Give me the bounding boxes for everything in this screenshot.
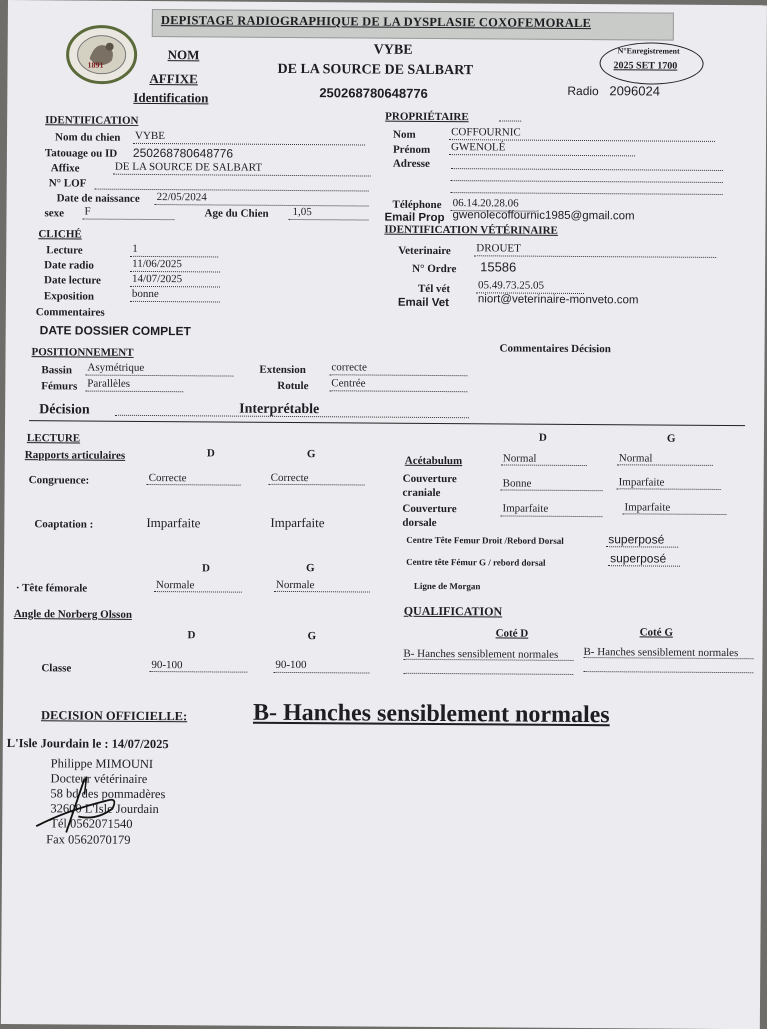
extension-line <box>329 374 467 376</box>
proprietaire-heading: PROPRIÉTAIRE <box>385 110 469 124</box>
cote-g-label: Coté G <box>639 626 673 639</box>
vet-stamp-title: Docteur vétérinaire <box>50 771 148 786</box>
registration-number: 2025 SET 1700 <box>613 60 678 72</box>
decision-label: Décision <box>39 402 90 418</box>
craniale-d-value: Bonne <box>502 477 532 490</box>
age-value: 1,05 <box>292 205 312 219</box>
decision-officielle-label: DECISION OFFICIELLE: <box>40 708 188 724</box>
vet-name-label: Veterinaire <box>398 244 451 258</box>
congruence-d-line <box>147 484 241 486</box>
chien-line <box>133 143 365 146</box>
registration-label: N°Enregistrement <box>617 46 680 56</box>
affixe-value: DE LA SOURCE DE SALBART <box>114 160 263 174</box>
date-dossier-label: DATE DOSSIER COMPLET <box>39 323 191 339</box>
decision-value: Interprétable <box>239 401 320 418</box>
sexe-value: F <box>84 205 91 218</box>
lieu-date: L'Isle Jourdain le : 14/07/2025 <box>6 736 169 752</box>
qualif-g-value: B- Hanches sensiblement normales <box>583 646 739 660</box>
document-sheet <box>1 0 767 1029</box>
couverture-craniale-label-2: craniale <box>402 486 441 500</box>
radio-label: Radio <box>567 83 599 99</box>
centre-gauche-label: Centre tête Fémur G / rebord dorsal <box>406 556 546 568</box>
acetabulum-d-line <box>501 464 587 466</box>
coaptation-label: Coaptation : <box>34 518 94 531</box>
chien-label: Nom du chien <box>55 131 121 144</box>
dorsale-d-value: Imparfaite <box>502 502 549 515</box>
age-label: Age du Chien <box>204 207 269 220</box>
vet-name-line <box>474 255 716 258</box>
owner-telephone-label: Téléphone <box>392 198 442 212</box>
owner-email-value: gwenolecoffournic1985@gmail.com <box>452 209 635 223</box>
affixe-label: AFFIXE <box>149 70 198 87</box>
vet-name-value: DROUET <box>476 242 521 255</box>
centre-droit-value: superposé <box>608 532 665 547</box>
owner-email-label: Email Prop <box>384 211 445 225</box>
lof-label: N° LOF <box>48 177 87 190</box>
bassin-label: Bassin <box>41 364 73 377</box>
exposition-value: bonne <box>131 287 159 301</box>
centre-gauche-value: superposé <box>610 551 667 566</box>
commentaires-decision-label: Commentaires Décision <box>499 342 611 356</box>
owner-telephone-value: 06.14.20.28.06 <box>452 197 519 210</box>
email-vet-label: Email Vet <box>397 296 450 310</box>
sexe-line <box>82 219 174 221</box>
congruence-g-value: Correcte <box>270 471 309 485</box>
lecture-label: Lecture <box>46 244 83 257</box>
tel-vet-label: Tél vét <box>417 282 451 296</box>
extension-label: Extension <box>259 363 306 377</box>
norberg-label: Angle de Norberg Olsson <box>13 608 133 621</box>
affixe-line <box>113 174 371 177</box>
naissance-line <box>155 204 369 206</box>
ordre-value: 15586 <box>480 259 517 275</box>
acetabulum-d-value: Normal <box>502 452 537 465</box>
owner-prenom-line <box>449 154 635 156</box>
craniale-d-line <box>501 489 603 491</box>
classe-d-line <box>149 671 247 673</box>
adresse-line-3 <box>451 192 723 195</box>
col-g-2: G <box>305 562 315 575</box>
lecture-heading: LECTURE <box>26 432 81 445</box>
dorsale-g-line <box>622 513 726 515</box>
naissance-value: 22/05/2024 <box>156 191 207 204</box>
col-d-3: D <box>187 629 196 642</box>
acetabulum-label: Acétabulum <box>404 454 463 468</box>
col-g-3: G <box>307 630 317 643</box>
identification-heading: IDENTIFICATION <box>45 114 139 127</box>
radio-number: 2096024 <box>609 83 661 99</box>
qualif-d-value: B- Hanches sensiblement normales <box>403 647 559 661</box>
extension-value: correcte <box>331 361 367 374</box>
lof-line <box>95 189 369 192</box>
femurs-label: Fémurs <box>41 380 78 393</box>
rapports-label: Rapports articulaires <box>24 449 126 462</box>
owner-nom-value: COFFOURNIC <box>451 126 521 139</box>
nom-label: NOM <box>167 47 200 63</box>
naissance-label: Date de naissance <box>56 192 140 205</box>
email-vet-value: niort@veterinaire-monveto.com <box>477 293 639 307</box>
col-g-4: G <box>666 432 676 445</box>
coaptation-d-value: Imparfaite <box>146 514 201 531</box>
exposition-label: Exposition <box>43 290 95 303</box>
congruence-g-line <box>269 484 365 486</box>
tete-g-line <box>274 591 370 593</box>
femurs-value: Parallèles <box>87 377 131 390</box>
date-radio-value: 11/06/2025 <box>132 257 182 271</box>
dorsale-g-value: Imparfaite <box>624 501 671 514</box>
couverture-dorsale-label: Couverture <box>402 502 457 516</box>
acetabulum-g-line <box>617 464 713 466</box>
tete-g-value: Normale <box>275 578 315 592</box>
dorsale-d-line <box>500 515 602 517</box>
date-lecture-label: Date lecture <box>44 274 102 287</box>
acetabulum-g-value: Normal <box>618 452 653 465</box>
adresse-line-2 <box>451 180 723 183</box>
classe-label: Classe <box>41 662 72 675</box>
couverture-craniale-label: Couverture <box>402 472 457 486</box>
ordre-label: N° Ordre <box>412 262 457 276</box>
veterinaire-heading: IDENTIFICATION VÉTÉRINAIRE <box>384 223 558 237</box>
cliche-heading: CLICHÉ <box>38 228 82 241</box>
congruence-d-value: Correcte <box>148 471 187 485</box>
positionnement-heading: POSITIONNEMENT <box>31 346 134 359</box>
femurs-line <box>85 391 183 393</box>
date-lecture-value: 14/07/2025 <box>132 272 183 286</box>
rotule-value: Centrée <box>331 377 366 390</box>
dog-affixe: DE LA SOURCE DE SALBART <box>277 61 474 79</box>
owner-adresse-label: Adresse <box>392 157 430 170</box>
commentaires-label: Commentaires <box>35 306 105 319</box>
vet-stamp-fax: Fax 0562070179 <box>46 832 131 847</box>
morgan-label: Ligne de Morgan <box>413 580 481 592</box>
craniale-g-value: Imparfaite <box>618 476 665 489</box>
club-logo <box>65 24 137 85</box>
chien-value: VYBE <box>135 129 166 143</box>
rotule-line <box>329 390 467 392</box>
col-d-1: D <box>206 447 215 460</box>
decision-divider <box>29 420 745 426</box>
form-title: DEPISTAGE RADIOGRAPHIQUE DE LA DYSPLASIE COXOFEMORALE <box>160 13 592 31</box>
col-g-1: G <box>306 448 316 461</box>
vet-stamp-city: 32600 L'Isle Jourdain <box>50 801 159 817</box>
affixe-field-label: Affixe <box>50 162 80 175</box>
tel-vet-value: 05.49.73.25.05 <box>477 279 545 292</box>
qualif-g-line-2 <box>583 671 753 673</box>
tatouage-value: 250268780648776 <box>132 145 234 161</box>
age-line <box>288 219 368 221</box>
owner-nom-label: Nom <box>393 128 416 141</box>
col-d-4: D <box>538 431 547 444</box>
col-d-2: D <box>201 562 211 575</box>
coaptation-g-value: Imparfaite <box>270 514 325 531</box>
dog-name: VYBE <box>373 42 413 58</box>
qualification-heading: QUALIFICATION <box>403 603 503 619</box>
owner-prenom-value: GWENOLÉ <box>450 141 506 154</box>
cote-d-label: Coté D <box>495 627 529 640</box>
title-banner <box>152 9 674 41</box>
classe-g-line <box>273 672 369 674</box>
date-radio-label: Date radio <box>44 259 94 272</box>
handwritten-signature <box>26 770 137 851</box>
congruence-label: Congruence: <box>28 474 90 487</box>
classe-d-value: 90-100 <box>151 659 183 672</box>
owner-prenom-label: Prénom <box>392 143 431 156</box>
qualif-d-line-2 <box>403 673 573 675</box>
centre-droit-label: Centre Tête Femur Droit /Rebord Dorsal <box>406 534 564 546</box>
tatouage-label: Tatouage ou ID <box>44 147 118 160</box>
tete-d-line <box>154 591 242 593</box>
vet-stamp-tel: Tél 0562071540 <box>50 816 133 831</box>
exposition-line <box>130 301 220 303</box>
identification-label: Identification <box>133 89 209 106</box>
craniale-g-line <box>617 488 721 490</box>
tete-d-value: Normale <box>155 579 195 592</box>
vet-stamp-address: 58 bd des pommadères <box>50 786 166 802</box>
lecture-value: 1 <box>132 242 138 255</box>
decision-officielle-value: B- Hanches sensiblement normales <box>252 699 610 729</box>
couverture-dorsale-label-2: dorsale <box>402 516 437 530</box>
rotule-label: Rotule <box>277 379 309 393</box>
dog-id: 250268780648776 <box>319 85 428 101</box>
bassin-value: Asymétrique <box>87 361 145 374</box>
bassin-line <box>85 375 233 377</box>
proprietaire-heading-line <box>499 120 521 121</box>
classe-g-value: 90-100 <box>275 658 307 672</box>
tete-femorale-label: · Tête fémorale <box>15 582 88 595</box>
logo-year: 1891 <box>87 60 104 70</box>
adresse-line-1 <box>451 168 723 171</box>
vet-stamp-name: Philippe MIMOUNI <box>50 756 154 772</box>
sexe-label: sexe <box>44 207 65 220</box>
